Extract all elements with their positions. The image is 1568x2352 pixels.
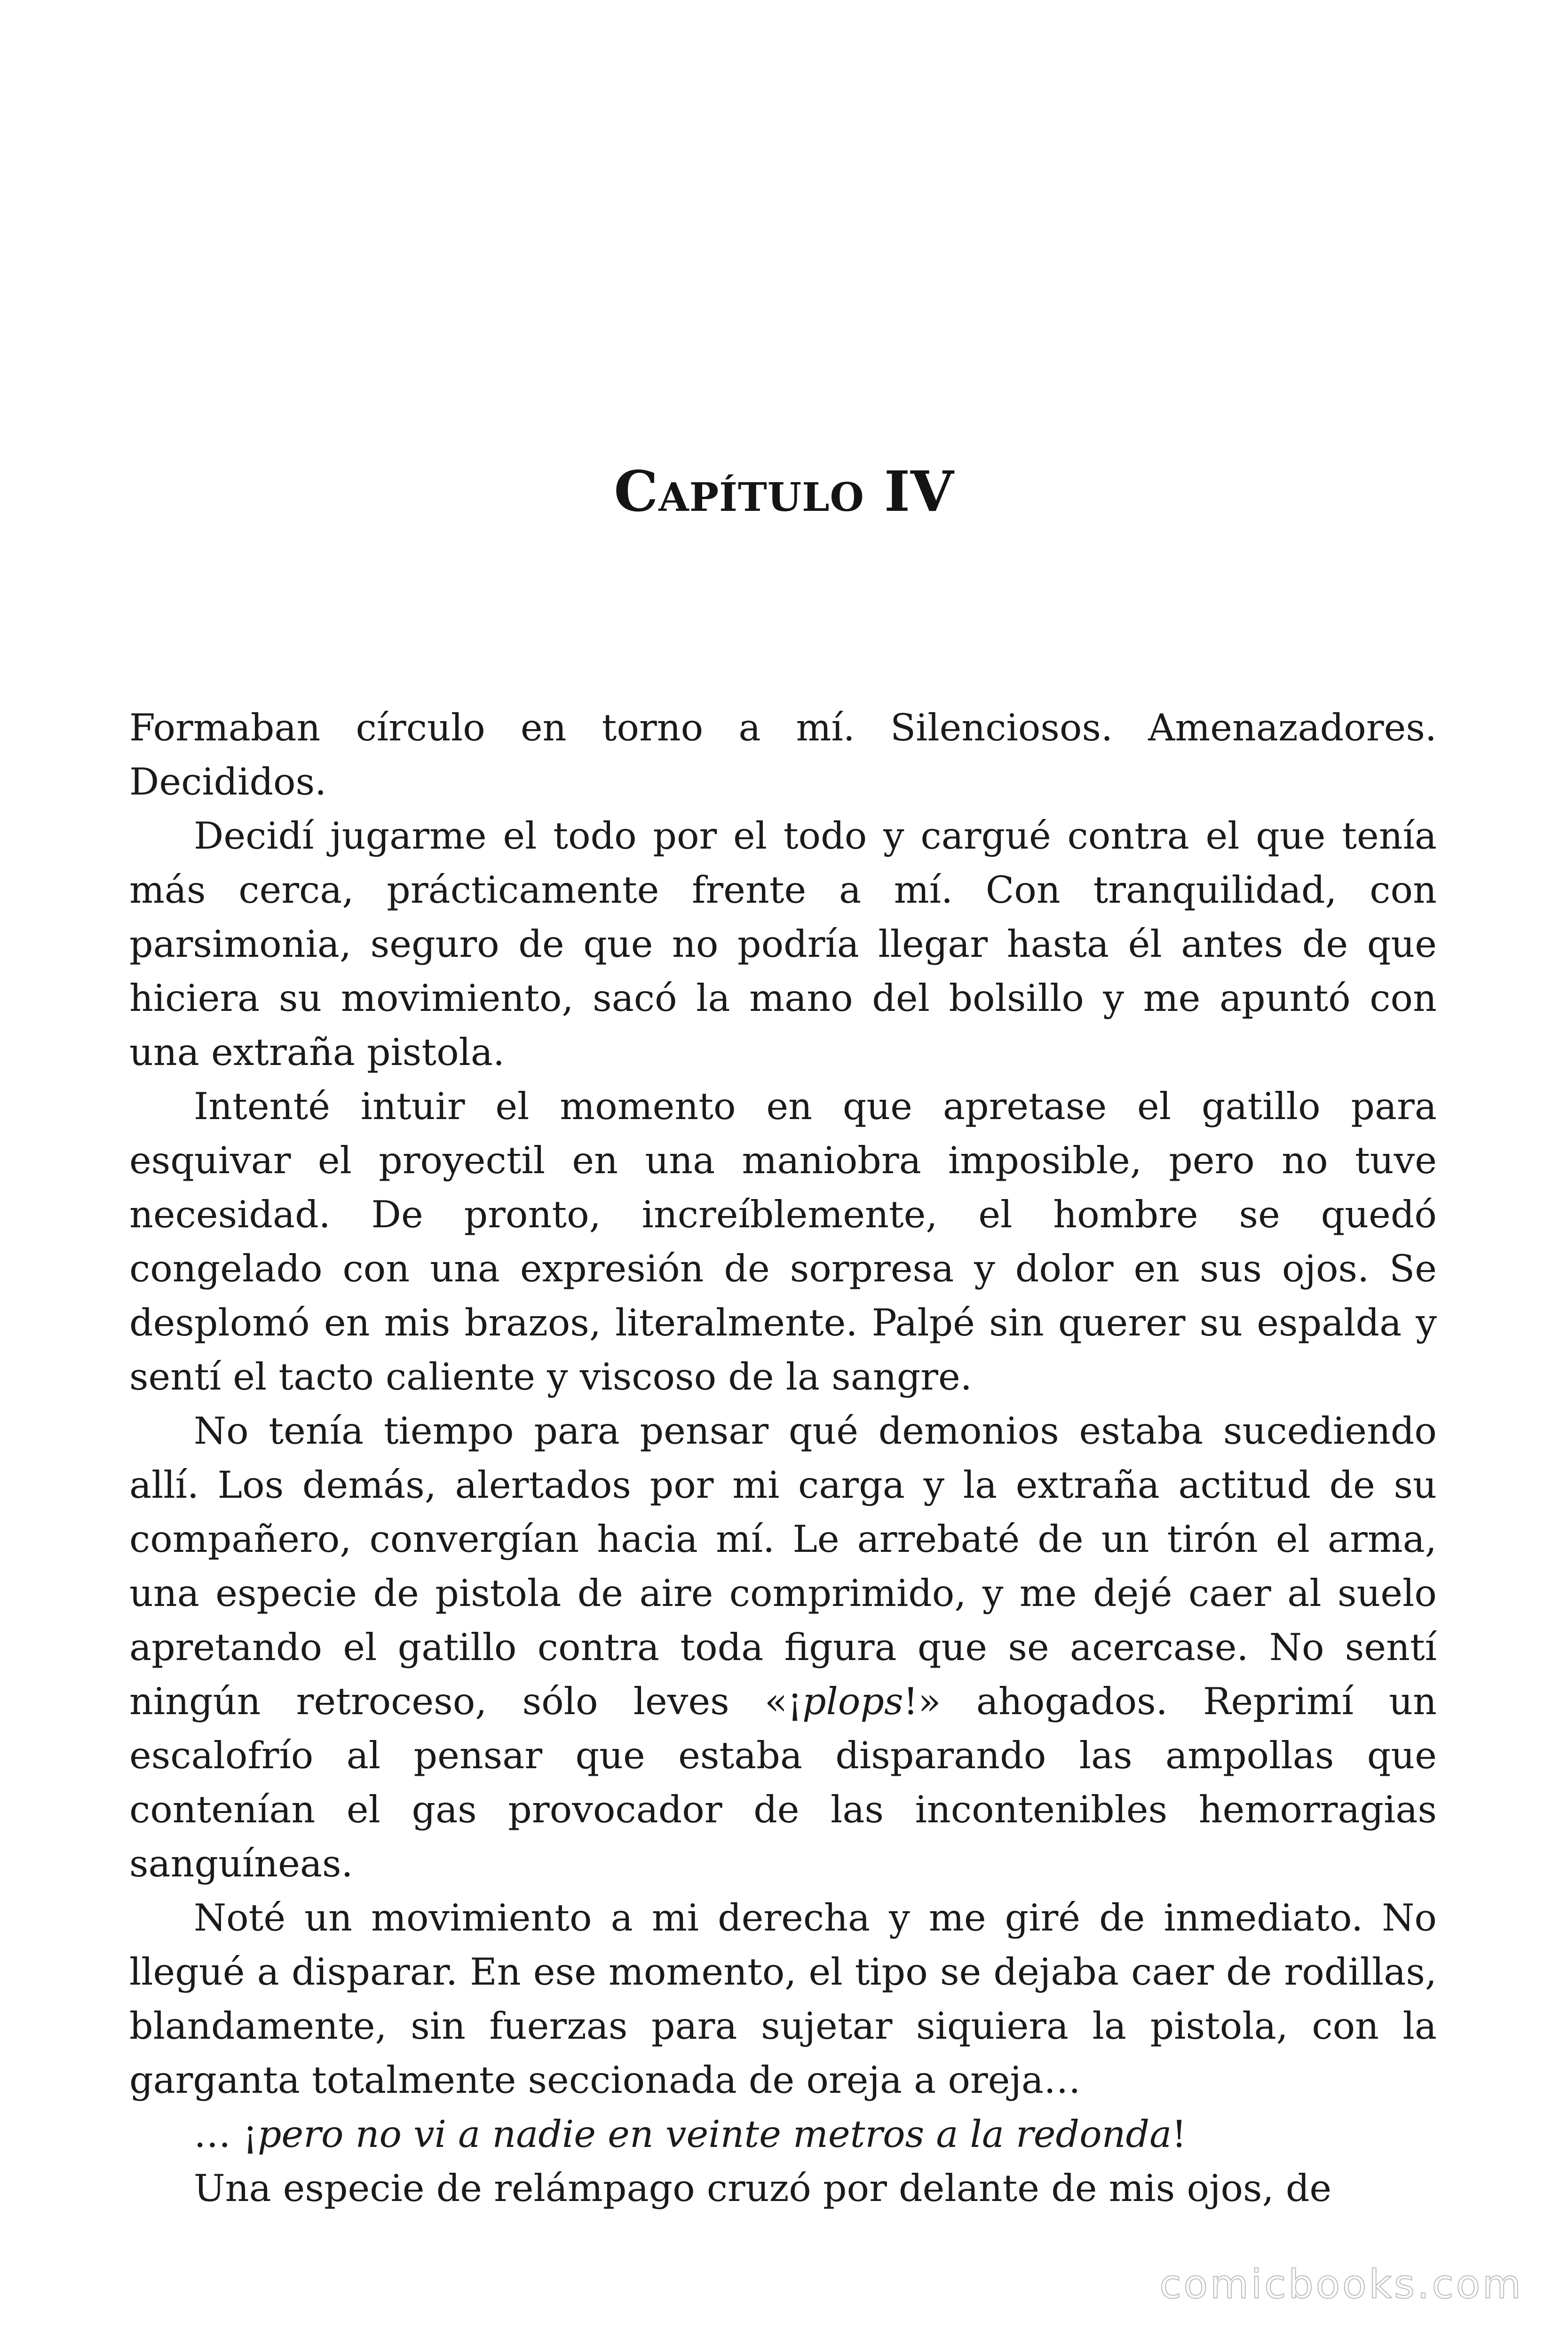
paragraph-text: Una especie de relámpago cruzó por delante de mis ojos, de bbox=[194, 2167, 1332, 2210]
paragraph bbox=[129, 2107, 1437, 2161]
watermark: comicbooks.com bbox=[1159, 2261, 1523, 2307]
paragraph bbox=[129, 2161, 1437, 2216]
paragraph-text: Formaban círculo en torno a mí. Silenciosos. Amenazadores. Decididos. bbox=[129, 706, 1437, 803]
paragraph-text: Noté un movimiento a mi derecha y me giré de inmediato. No llegué a disparar. En ese momento, el tipo se dejaba caer de rodillas, blandamente, sin fuerzas para sujetar siquiera la pistola, con la garganta totalmente seccionada de oreja a oreja… bbox=[129, 1896, 1437, 2102]
paragraph bbox=[129, 809, 1437, 1080]
paragraph bbox=[129, 1891, 1437, 2107]
paragraph bbox=[129, 701, 1437, 809]
paragraph-text: No tenía tiempo para pensar qué demonios estaba sucediendo allí. Los demás, alertados por mi carga y la extraña actitud de su compañero, convergían hacia mí. Le arrebaté de un tirón el arma, una especie de pistola de aire comprimido, y me dejé caer al suelo apretando el gatillo contra toda figura que se acercase. No sentí ningún retroceso, sólo leves «¡ bbox=[129, 1409, 1437, 1723]
paragraph bbox=[129, 1404, 1437, 1891]
italic-sound-word: plops bbox=[802, 1680, 903, 1723]
paragraph bbox=[129, 1080, 1437, 1404]
chapter-body bbox=[129, 701, 1437, 2216]
paragraph-text: Decidí jugarme el todo por el todo y cargué contra el que tenía más cerca, prácticamente frente a mí. Con tranquilidad, con parsimonia, seguro de que no podría llegar hasta él antes de que hiciera su movimiento, sacó la mano del bolsillo y me apuntó con una extraña pistola. bbox=[129, 814, 1437, 1074]
chapter-title: Capítulo IV bbox=[614, 459, 954, 524]
paragraph-text: … ¡ bbox=[194, 2113, 258, 2156]
paragraph-text: ! bbox=[1172, 2113, 1187, 2156]
paragraph-text: Intenté intuir el momento en que apretase el gatillo para esquivar el proyectil en una maniobra imposible, pero no tuve necesidad. De pronto, increíblemente, el hombre se quedó congelado con una expresión de sorpresa y dolor en sus ojos. Se desplomó en mis brazos, literalmente. Palpé sin querer su espalda y sentí el tacto caliente y viscoso de la sangre. bbox=[129, 1085, 1437, 1398]
paragraph-text: !» ahogados. Reprimí un escalofrío al pensar que estaba disparando las ampollas que contenían el gas provocador de las incontenibles hemorragias sanguíneas. bbox=[129, 1680, 1437, 1885]
italic-emphasis: pero no vi a nadie en veinte metros a la redonda bbox=[257, 2113, 1172, 2156]
